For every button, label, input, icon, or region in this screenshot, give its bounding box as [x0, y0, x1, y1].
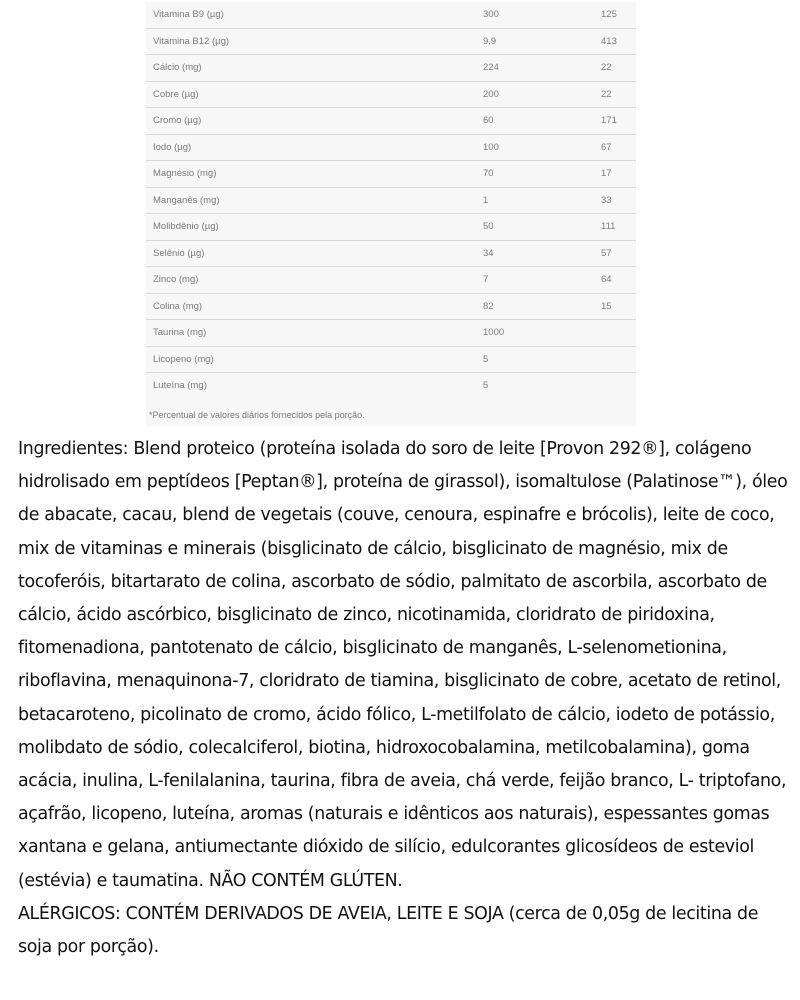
nutrient-name: Licopeno (mg) — [146, 346, 483, 373]
nutrient-amount: 7 — [483, 267, 601, 294]
nutrition-row — [146, 55, 636, 82]
nutrition-row — [146, 2, 636, 28]
nutrient-name: Manganês (mg) — [146, 187, 483, 214]
nutrition-row — [146, 320, 636, 347]
nutrition-row — [146, 214, 636, 241]
nutrient-name: Magnésio (mg) — [146, 161, 483, 188]
nutrition-row — [146, 267, 636, 294]
nutrient-daily-value — [601, 320, 636, 347]
nutrient-daily-value: 22 — [601, 81, 636, 108]
ingredients-text: Ingredientes: Blend proteico (proteína isolada do soro de leite [Provon 292®], colágeno hidrolisado em peptídeos [Peptan®], proteína de girassol), isomaltulose (Palatinose™), óleo de abacate, cacau, blend de vegetais (couve, cenoura, espinafre e brócolis), leite de coco, mix de vitaminas e minerais (bisglicinato de cálcio, bisglicinato de magnésio, mix de tocoferóis, bitartarato de colina, ascorbato de sódio, palmitato de ascorbila, ascorbato de cálcio, ácido ascórbico, bisglicinato de zinco, nicotinamida, cloridrato de piridoxina, fitomenadiona, pantotenato de cálcio, bisglicinato de manganês, L-selenometionina, riboflavina, menaquinona-7, cloridrato de tiamina, bisglicinato de cobre, acetato de retinol, betacaroteno, picolinato de cromo, ácido fólico, L-metilfolato de cálcio, iodeto de potássio, molibdato de sódio, colecalciferol, biotina, hidroxocobalamina, metilcobalamina), goma acácia, inulina, L-fenilalanina, taurina, fibra de aveia, chá verde, feijão branco, L- triptofano, açafrão, licopeno, luteína, aromas (naturais e idênticos aos naturais), espessantes gomas xantana e gelana, antiumectante dióxido de silício, edulcorantes glicosídeos de esteviol (estévia) e taumatina. NÃO CONTÉM GLÚTEN. — [18, 439, 788, 891]
nutrition-row — [146, 346, 636, 373]
nutrient-name: Cobre (µg) — [146, 81, 483, 108]
nutrient-daily-value: 22 — [601, 55, 636, 82]
nutrient-daily-value: 57 — [601, 240, 636, 267]
nutrition-table-panel — [146, 2, 636, 426]
nutrient-name: Selênio (µg) — [146, 240, 483, 267]
nutrient-amount: 1 — [483, 187, 601, 214]
nutrient-daily-value: 111 — [601, 214, 636, 241]
nutrition-row — [146, 240, 636, 267]
nutrition-table — [146, 2, 636, 399]
nutrient-name: Taurina (mg) — [146, 320, 483, 347]
nutrient-amount: 60 — [483, 108, 601, 135]
nutrition-row — [146, 187, 636, 214]
nutrition-row — [146, 134, 636, 161]
nutrient-name: Luteína (mg) — [153, 380, 207, 392]
nutrient-daily-value: 17 — [601, 161, 636, 188]
nutrient-amount: 34 — [483, 240, 601, 267]
ingredients-section — [18, 433, 793, 964]
nutrition-row — [146, 293, 636, 320]
nutrient-daily-value — [601, 346, 636, 373]
nutrient-daily-value: 125 — [601, 2, 636, 28]
nutrient-amount: 9,9 — [483, 28, 601, 55]
table-footnote: *Percentual de valores diários fornecidos pela porção. — [149, 410, 365, 420]
nutrient-name: Vitamina B9 (µg) — [146, 2, 483, 28]
nutrition-row — [146, 108, 636, 135]
nutrient-name: Iodo (µg) — [146, 134, 483, 161]
nutrient-amount: 100 — [483, 134, 601, 161]
nutrient-daily-value: 67 — [601, 134, 636, 161]
nutrient-daily-value: 171 — [601, 108, 636, 135]
allergens-text: ALÉRGICOS: CONTÉM DERIVADOS DE AVEIA, LEITE E SOJA (cerca de 0,05g de lecitina de soja por porção). — [18, 903, 759, 958]
nutrient-amount: 300 — [483, 2, 601, 28]
nutrient-name: Cromo (µg) — [146, 108, 483, 135]
nutrient-amount: 200 — [483, 81, 601, 108]
nutrient-amount: 70 — [483, 161, 601, 188]
nutrient-name: Zinco (mg) — [146, 267, 483, 294]
nutrient-daily-value: 413 — [601, 28, 636, 55]
nutrient-amount: 5 — [483, 346, 601, 373]
nutrition-row — [146, 28, 636, 55]
nutrient-amount: 82 — [483, 293, 601, 320]
nutrient-daily-value: 33 — [601, 187, 636, 214]
nutrition-row — [146, 161, 636, 188]
nutrient-name: Molibdênio (µg) — [146, 214, 483, 241]
nutrient-amount: 50 — [483, 214, 601, 241]
nutrient-daily-value: 64 — [601, 267, 636, 294]
nutrient-amount: 224 — [483, 55, 601, 82]
nutrition-table-body — [146, 2, 636, 399]
nutrient-name: Colina (mg) — [146, 293, 483, 320]
nutrition-row — [146, 373, 636, 399]
nutrition-row — [146, 81, 636, 108]
nutrient-amount: 5 — [483, 380, 489, 392]
nutrient-amount: 1000 — [483, 320, 601, 347]
nutrient-daily-value — [601, 373, 636, 399]
nutrient-name: Vitamina B12 (µg) — [146, 28, 483, 55]
nutrient-name: Cálcio (mg) — [146, 55, 483, 82]
nutrient-daily-value: 15 — [601, 293, 636, 320]
